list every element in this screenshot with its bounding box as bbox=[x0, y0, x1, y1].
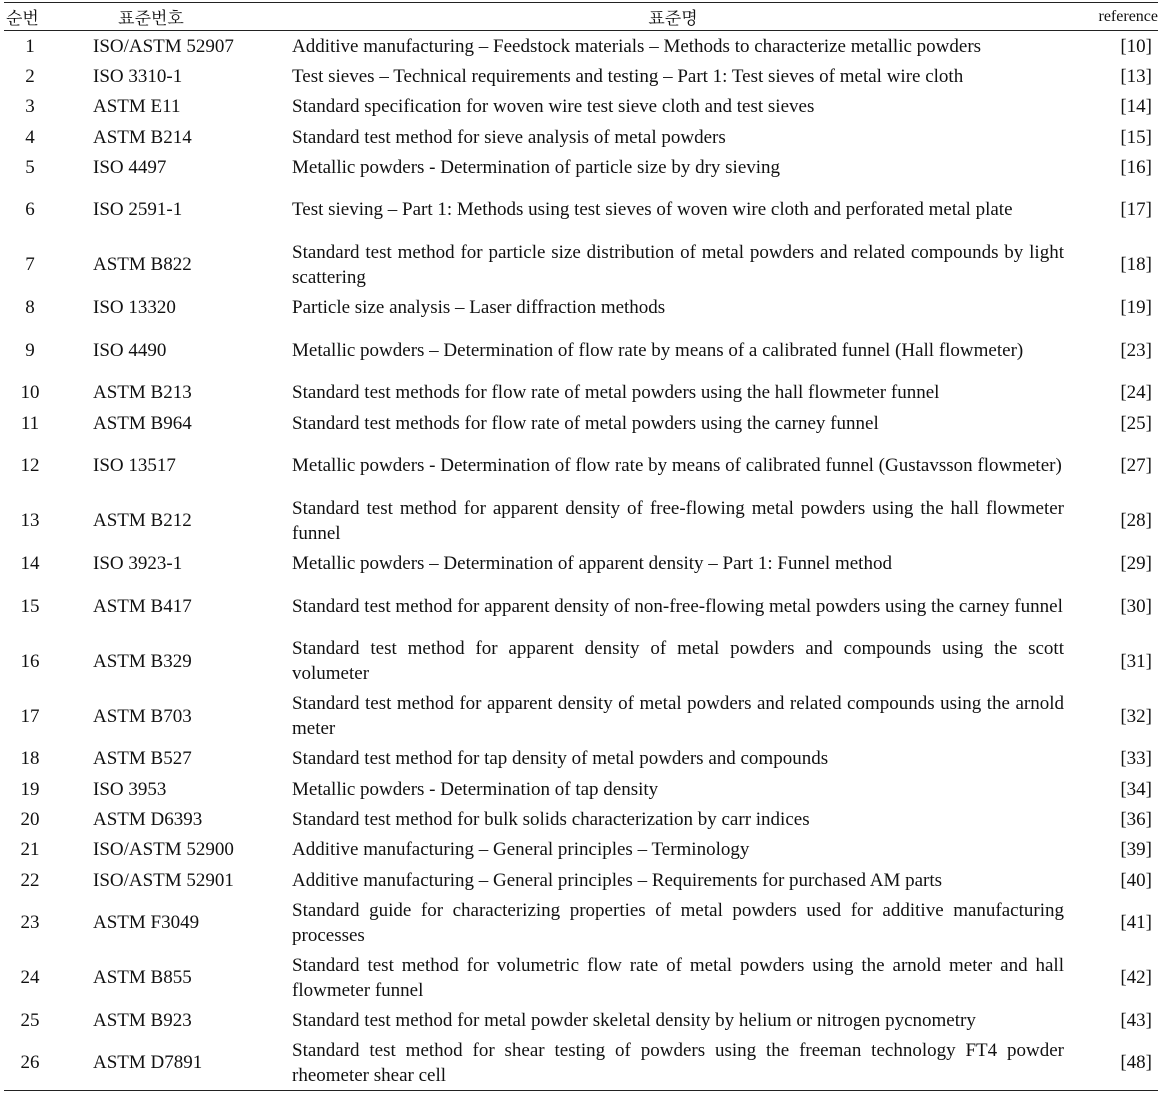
standard-number: ASTM E11 bbox=[93, 96, 181, 118]
standard-number: ASTM B964 bbox=[93, 412, 192, 434]
reference-cell: [43] bbox=[1120, 1009, 1152, 1031]
standard-number: ISO 3310-1 bbox=[93, 65, 183, 87]
standard-number: ASTM B822 bbox=[93, 254, 192, 276]
table-row bbox=[4, 61, 1158, 91]
table-row bbox=[4, 292, 1158, 322]
standard-name: Standard test method for particle size distribution of metal powders and related compounds by light scattering bbox=[292, 241, 1064, 288]
reference-cell: [10] bbox=[1120, 35, 1152, 57]
standard-name: Standard test method for bulk solids characterization by carr indices bbox=[292, 808, 810, 830]
standard-number: ASTM B213 bbox=[93, 382, 192, 404]
reference-cell: [48] bbox=[1068, 1035, 1158, 1091]
standard-name: Metallic powders - Determination of flow rate by means of calibrated funnel (Gustavsson flowmeter) bbox=[292, 455, 1062, 477]
standard-name: Standard test methods for flow rate of metal powders using the hall flowmeter funnel bbox=[292, 382, 940, 404]
standard-name: Standard test method for apparent density of metal powders and related compounds using the arnold meter bbox=[292, 693, 1064, 740]
header-no: 순번 bbox=[4, 3, 64, 31]
standard-name: Metallic powders – Determination of apparent density – Part 1: Funnel method bbox=[292, 553, 892, 575]
row-number: 21 bbox=[20, 839, 40, 861]
standard-name: Metallic powders – Determination of flow rate by means of a calibrated funnel (Hall flowmeter) bbox=[292, 339, 1024, 361]
standard-name: Standard test method for shear testing of powders using the freeman technology FT4 powder rheometer shear cell bbox=[278, 1035, 1068, 1091]
standard-name: Standard test method for metal powder skeletal density by helium or nitrogen pycnometry bbox=[292, 1009, 976, 1031]
standard-number: ISO 13320 bbox=[93, 297, 176, 319]
table-row bbox=[4, 895, 1158, 950]
row-number: 13 bbox=[20, 510, 40, 532]
standard-name: Standard guide for characterizing properties of metal powders used for additive manufacturing processes bbox=[292, 899, 1064, 946]
standard-number: ASTM B329 bbox=[93, 650, 192, 672]
row-number: 1 bbox=[25, 35, 35, 57]
table-row bbox=[4, 182, 1158, 237]
table-row bbox=[4, 152, 1158, 182]
reference-cell: [18] bbox=[1120, 254, 1152, 276]
table-header bbox=[4, 3, 1158, 31]
standard-number: ISO 4497 bbox=[93, 156, 167, 178]
table-row bbox=[4, 835, 1158, 865]
reference-cell: [36] bbox=[1120, 808, 1152, 830]
table-row bbox=[4, 438, 1158, 493]
table-row bbox=[4, 804, 1158, 834]
reference-cell: [33] bbox=[1120, 748, 1152, 770]
reference-cell: [28] bbox=[1120, 510, 1152, 532]
table-row bbox=[4, 865, 1158, 895]
standard-number: ASTM B417 bbox=[93, 595, 192, 617]
row-number: 24 bbox=[20, 967, 40, 989]
table-row bbox=[4, 774, 1158, 804]
table-row bbox=[4, 31, 1158, 62]
row-number: 19 bbox=[20, 778, 40, 800]
table-row bbox=[4, 1035, 1158, 1091]
standard-name: Standard test method for sieve analysis of metal powders bbox=[292, 126, 726, 148]
reference-cell: [39] bbox=[1120, 839, 1152, 861]
standard-name: Metallic powders - Determination of tap density bbox=[292, 778, 659, 800]
table-row bbox=[4, 237, 1158, 292]
table-row bbox=[4, 634, 1158, 689]
row-number: 14 bbox=[20, 553, 40, 575]
header-standard-number: 표준번호 bbox=[64, 3, 278, 31]
row-number: 15 bbox=[20, 595, 40, 617]
reference-cell: [30] bbox=[1120, 595, 1152, 617]
row-number: 9 bbox=[25, 339, 35, 361]
standard-number: ASTM B923 bbox=[93, 1009, 192, 1031]
header-row bbox=[4, 3, 1158, 31]
row-number: 25 bbox=[20, 1009, 40, 1031]
row-number: 2 bbox=[25, 65, 35, 87]
standard-number: ISO 3923-1 bbox=[93, 553, 183, 575]
row-number: 18 bbox=[20, 748, 40, 770]
standard-name: Metallic powders - Determination of particle size by dry sieving bbox=[292, 156, 781, 178]
standards-table-container bbox=[4, 2, 1158, 1091]
standard-number: ISO 13517 bbox=[93, 455, 176, 477]
row-number: 17 bbox=[20, 705, 40, 727]
row-number: 16 bbox=[20, 650, 40, 672]
row-number: 7 bbox=[25, 254, 35, 276]
row-number: 8 bbox=[25, 297, 35, 319]
reference-cell: [24] bbox=[1120, 382, 1152, 404]
row-number: 10 bbox=[20, 382, 40, 404]
table-body bbox=[4, 31, 1158, 1091]
reference-cell: [13] bbox=[1120, 65, 1152, 87]
table-row bbox=[4, 548, 1158, 578]
standard-name: Standard test method for apparent density of metal powders and compounds using the scott volumeter bbox=[292, 638, 1064, 685]
standard-name: Standard test method for tap density of metal powders and compounds bbox=[292, 748, 829, 770]
table-row bbox=[4, 122, 1158, 152]
standard-number: ISO 2591-1 bbox=[93, 199, 183, 221]
standard-number: ASTM B855 bbox=[93, 967, 192, 989]
reference-cell: [40] bbox=[1120, 869, 1152, 891]
standard-number: ASTM D7891 bbox=[64, 1035, 278, 1091]
reference-cell: [42] bbox=[1120, 967, 1152, 989]
standard-name: Standard test method for volumetric flow rate of metal powders using the arnold meter and hall flowmeter funnel bbox=[292, 954, 1064, 1001]
reference-cell: [29] bbox=[1120, 553, 1152, 575]
row-number: 11 bbox=[20, 412, 40, 434]
reference-cell: [16] bbox=[1120, 156, 1152, 178]
reference-cell: [25] bbox=[1120, 412, 1152, 434]
standard-number: ASTM D6393 bbox=[93, 808, 203, 830]
standard-number: ISO 3953 bbox=[93, 778, 167, 800]
row-number: 26 bbox=[4, 1035, 64, 1091]
reference-cell: [15] bbox=[1120, 126, 1152, 148]
table-row bbox=[4, 744, 1158, 774]
standard-name: Test sieving – Part 1: Methods using test sieves of woven wire cloth and perforated metal plate bbox=[292, 199, 1013, 221]
standard-name: Particle size analysis – Laser diffraction methods bbox=[292, 297, 666, 319]
table-row bbox=[4, 950, 1158, 1005]
table-row bbox=[4, 408, 1158, 438]
standard-number: ASTM B703 bbox=[93, 705, 192, 727]
table-row bbox=[4, 689, 1158, 744]
reference-cell: [14] bbox=[1120, 96, 1152, 118]
standard-name: Additive manufacturing – Feedstock materials – Methods to characterize metallic powders bbox=[292, 35, 982, 57]
row-number: 6 bbox=[25, 199, 35, 221]
row-number: 5 bbox=[25, 156, 35, 178]
reference-cell: [34] bbox=[1120, 778, 1152, 800]
reference-cell: [31] bbox=[1120, 650, 1152, 672]
standard-name: Standard test methods for flow rate of metal powders using the carney funnel bbox=[292, 412, 879, 434]
standard-number: ISO/ASTM 52900 bbox=[93, 839, 234, 861]
reference-cell: [27] bbox=[1120, 455, 1152, 477]
standard-name: Standard test method for apparent density of free-flowing metal powders using the hall flowmeter funnel bbox=[292, 497, 1064, 544]
standard-number: ISO/ASTM 52907 bbox=[93, 35, 234, 57]
reference-cell: [23] bbox=[1120, 339, 1152, 361]
standard-number: ASTM B212 bbox=[93, 510, 192, 532]
reference-cell: [19] bbox=[1120, 297, 1152, 319]
row-number: 20 bbox=[20, 808, 40, 830]
row-number: 23 bbox=[20, 912, 40, 934]
reference-cell: [41] bbox=[1120, 912, 1152, 934]
row-number: 4 bbox=[25, 126, 35, 148]
table-row bbox=[4, 1005, 1158, 1035]
standard-number: ASTM B214 bbox=[93, 126, 192, 148]
row-number: 3 bbox=[25, 96, 35, 118]
row-number: 22 bbox=[20, 869, 40, 891]
header-standard-name: 표준명 bbox=[278, 3, 1068, 31]
standards-table bbox=[4, 2, 1158, 1091]
standard-name: Additive manufacturing – General principles – Terminology bbox=[292, 839, 750, 861]
standard-number: ASTM F3049 bbox=[93, 912, 200, 934]
reference-cell: [17] bbox=[1120, 199, 1152, 221]
standard-name: Test sieves – Technical requirements and testing – Part 1: Test sieves of metal wire cloth bbox=[292, 65, 964, 87]
table-row bbox=[4, 493, 1158, 548]
table-row bbox=[4, 579, 1158, 634]
header-reference: reference bbox=[1068, 3, 1158, 31]
standard-number: ISO 4490 bbox=[93, 339, 167, 361]
table-row bbox=[4, 378, 1158, 408]
reference-cell: [32] bbox=[1120, 705, 1152, 727]
standard-number: ASTM B527 bbox=[93, 748, 192, 770]
standard-name: Standard test method for apparent density of non-free-flowing metal powders using the carney funnel bbox=[292, 595, 1063, 617]
table-row bbox=[4, 323, 1158, 378]
standard-number: ISO/ASTM 52901 bbox=[93, 869, 234, 891]
row-number: 12 bbox=[20, 455, 40, 477]
standard-name: Standard specification for woven wire test sieve cloth and test sieves bbox=[292, 96, 815, 118]
standard-name: Additive manufacturing – General principles – Requirements for purchased AM parts bbox=[292, 869, 943, 891]
table-row bbox=[4, 92, 1158, 122]
